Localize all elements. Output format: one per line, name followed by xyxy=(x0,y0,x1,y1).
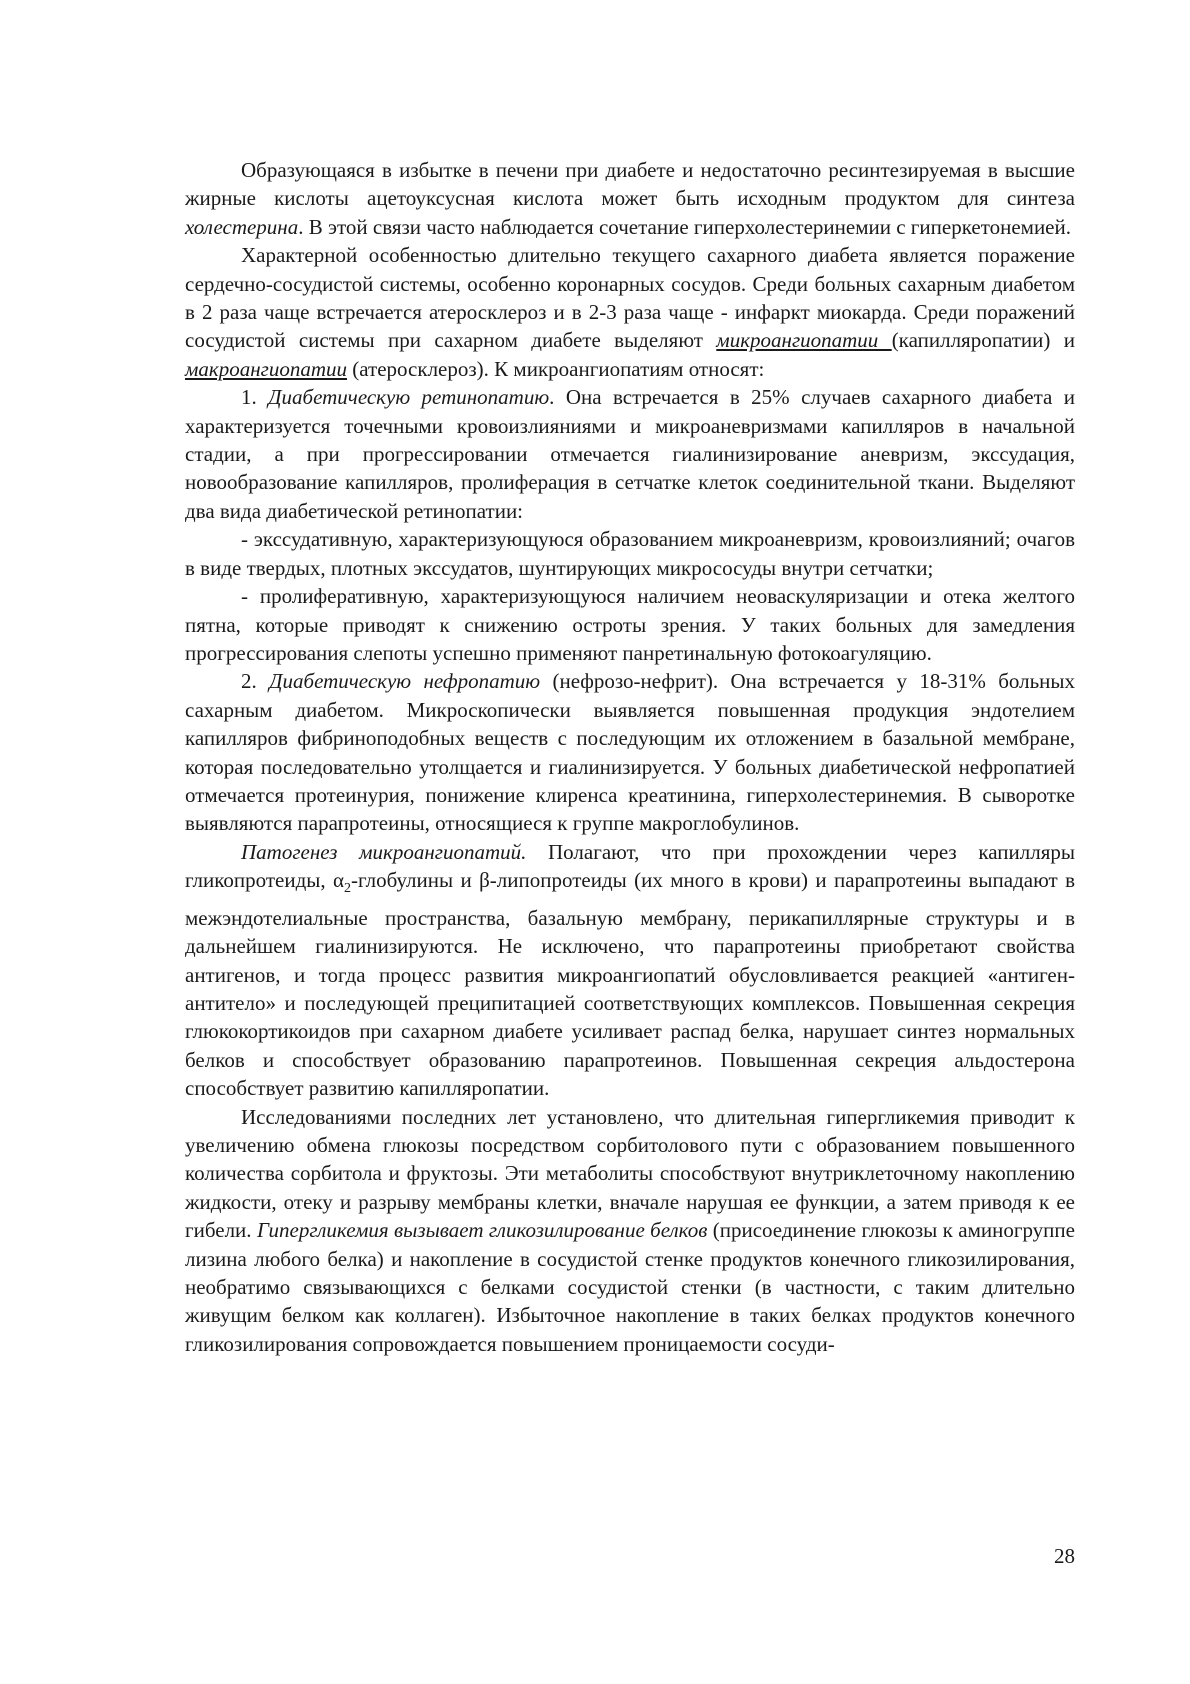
text-run: (присоединение глюкозы к аминогруппе лизина любого белка) и накопление в сосудистой стенке продуктов конечного гликозилирования, необратимо связывающихся с белками сосудистой стенки (в частности, с таким длительно живущим белком как коллаген). Избыточное накопление в таких белках продуктов конечного гликозилирования сопровождается повышением проницаемости сосуди- xyxy=(185,1218,1075,1356)
paragraph xyxy=(185,582,1075,667)
text-run: Исследованиями последних лет установлено, что длительная гипергликемия приводит к увеличению обмена глюкозы посредством сорбитолового пути с образованием повышенного количества сорбитола и фруктозы. Эти метаболиты способствуют внутриклеточному накоплению жидкости, отеку и разрыву мембраны клетки, вначале нарушая ее функции, а затем приводя к ее гибели. xyxy=(185,1104,1075,1243)
text-run: -глобулины и β-липопротеиды (их много в крови) и парапротеины выпадают в межэндотелиальные пространства, базальную мембрану, перикапиллярные структуры и в дальнейшем гиалинизируются. Не исключено, что парапротеины приобретают свойства антигенов, и тогда процесс развития микроангиопатий обусловливается реакцией «антиген-антитело» и последующей преципитацией соответствующих комплексов. Повышенная секреция глюкокортикоидов при сахарном диабете усиливает распад белка, нарушает синтез нормальных белков и способствует образованию парапротеинов. Повышенная секреция альдостерона способствует развитию капилляропатии. xyxy=(185,868,1075,1101)
emphasis-text: Патогенез микроангиопатий. xyxy=(241,839,527,864)
emphasis-text: Гипергликемия вызывает гликозилирование белков xyxy=(256,1218,708,1243)
emphasis-text: холестерина xyxy=(185,214,299,239)
emphasis-text: Диабетическую ретинопатию xyxy=(268,385,550,410)
emphasis-text: микроангиопатии xyxy=(716,328,892,353)
emphasis-text: макроангиопатии xyxy=(185,356,348,381)
paragraph xyxy=(185,383,1075,525)
text-run: (атеросклероз). К микроангиопатиям относят: xyxy=(347,356,765,381)
paragraph xyxy=(185,1103,1075,1359)
paragraph xyxy=(185,241,1075,383)
paragraph xyxy=(185,838,1075,1103)
text-run: Образующаяся в избытке в печени при диабете и недостаточно ресинтезируемая в высшие жирные кислоты ацетоуксусная кислота может быть исходным продуктом для синтеза xyxy=(185,158,1075,211)
emphasis-text: Диабетическую нефропатию xyxy=(269,669,541,694)
document-body xyxy=(185,156,1075,1358)
text-run: 2 xyxy=(344,881,352,897)
paragraph xyxy=(185,156,1075,241)
text-run: Полагают, что при прохождении через капилляры гликопротеиды, α xyxy=(185,839,1075,893)
text-run: (нефрозо-нефрит). Она встречается у 18-31% больных сахарным диабетом. Микроскопически выявляется повышенная продукция эндотелием капилляров фибриноподобных веществ с последующим их отложением в базальной мембране, которая последовательно утолщается и гиалинизируется. У больных диабетической нефропатией отмечается протеинурия, понижение клиренса креатинина, гиперхолестеринемия. В сыворотке выявляются парапротеины, относящиеся к группе макроглобулинов. xyxy=(185,669,1076,836)
paragraph xyxy=(185,667,1075,837)
paragraph xyxy=(185,525,1075,582)
text-run: (капилляропатии) и xyxy=(891,328,1075,353)
text-run: 1. xyxy=(241,385,269,410)
text-run: 2. xyxy=(241,669,270,694)
text-run: . Она встречается в 25% случаев сахарного диабета и характеризуется точечными кровоизлияниями и микроаневризмами капилляров в начальной стадии, а при прогрессировании отмечается гиалинизирование аневризм, экссудация, новообразование капилляров, пролиферация в сетчатке клеток соединительной ткани. Выделяют два вида диабетической ретинопатии: xyxy=(185,385,1075,523)
text-run: Характерной особенностью длительно текущего сахарного диабета является поражение сердечно-сосудистой системы, особенно коронарных сосудов. Среди больных сахарным диабетом в 2 раза чаще встречается атеросклероз и в 2-3 раза чаще - инфаркт миокарда. Среди поражений сосудистой системы при сахарном диабете выделяют xyxy=(185,243,1075,353)
text-run: - пролиферативную, характеризующуюся наличием неоваскуляризации и отека желтого пятна, которые приводят к снижению остроты зрения. У таких больных для замедления прогрессирования слепоты успешно применяют панретинальную фотокоагуляцию. xyxy=(185,584,1075,665)
text-run: . В этой связи часто наблюдается сочетание гиперхолестеринемии с гиперкетонемией. xyxy=(298,214,1071,239)
text-run: - экссудативную, характеризующуюся образованием микроаневризм, кровоизлияний; очагов в виде твердых, плотных экссудатов, шунтирующих микрососуды внутри сетчатки; xyxy=(185,527,1075,580)
page-number: 28 xyxy=(1054,1544,1075,1568)
